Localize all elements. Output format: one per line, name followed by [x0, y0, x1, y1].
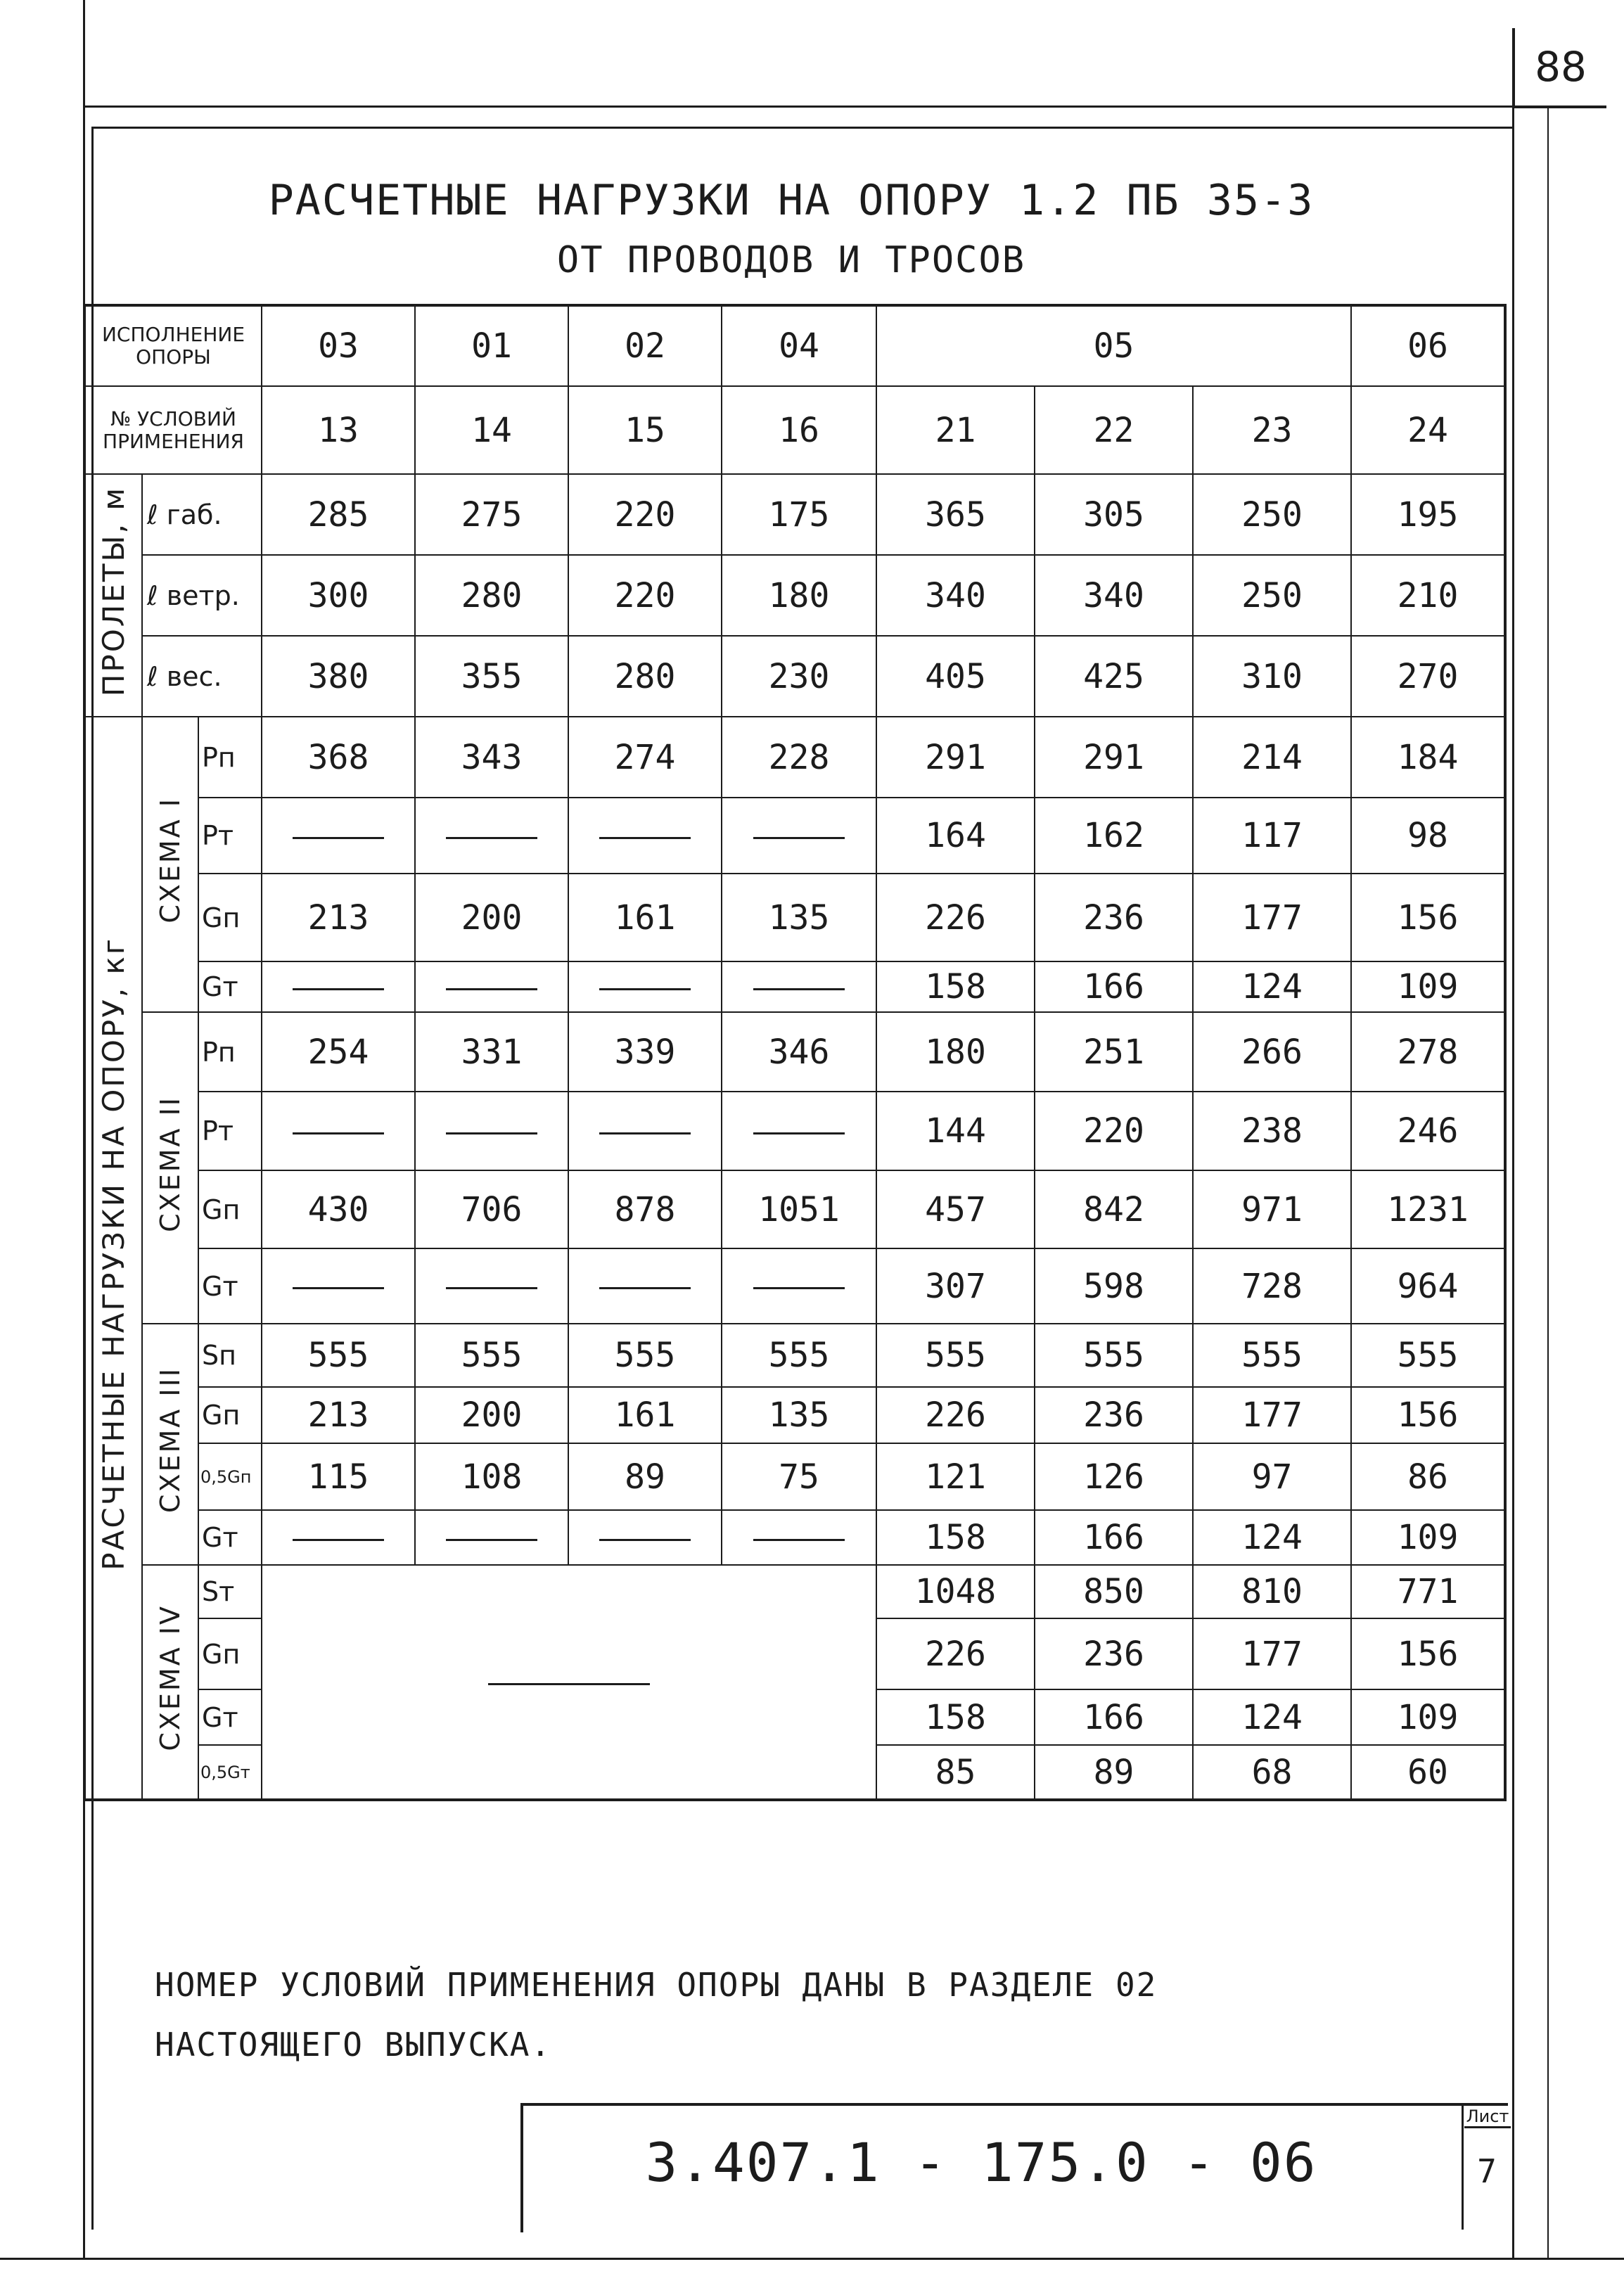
dash-cell — [262, 798, 415, 874]
value-cell: 842 — [1035, 1170, 1193, 1248]
dash-cell — [568, 1092, 722, 1170]
load-symbol: Gт — [198, 1510, 262, 1565]
value-cell: 161 — [568, 874, 722, 961]
scheme3-label-text: СХЕМА III — [155, 1367, 186, 1514]
value-cell: 164 — [876, 798, 1035, 874]
scheme2-row — [84, 1248, 1505, 1324]
dash-mark — [599, 1539, 691, 1541]
condition-cell: 21 — [876, 386, 1035, 474]
value-cell: 86 — [1351, 1443, 1505, 1510]
value-cell: 210 — [1351, 555, 1505, 636]
dash-mark — [753, 1539, 845, 1541]
value-cell: 291 — [1035, 717, 1193, 798]
dash-cell — [415, 961, 568, 1012]
scheme4-row — [84, 1565, 1505, 1618]
value-cell: 340 — [876, 555, 1035, 636]
condition-cell: 13 — [262, 386, 415, 474]
dash-cell — [722, 961, 876, 1012]
frame-top-line — [83, 106, 1512, 108]
scheme1-row — [84, 874, 1505, 961]
value-cell: 310 — [1193, 636, 1351, 717]
condition-cell: 14 — [415, 386, 568, 474]
value-cell: 971 — [1193, 1170, 1351, 1248]
value-cell: 200 — [415, 874, 568, 961]
value-cell: 180 — [722, 555, 876, 636]
value-cell: 228 — [722, 717, 876, 798]
scheme2-row — [84, 1012, 1505, 1092]
condition-cell: 24 — [1351, 386, 1505, 474]
value-cell: 85 — [876, 1745, 1035, 1800]
value-cell: 236 — [1035, 1618, 1193, 1689]
execution-cell: 02 — [568, 305, 722, 386]
page-title: РАСЧЕТНЫЕ НАГРУЗКИ НА ОПОРУ 1.2 ПБ 35-3 — [268, 176, 1315, 225]
page-number: 88 — [1512, 28, 1606, 108]
value-cell: 226 — [876, 1387, 1035, 1443]
frame-right-line — [1512, 106, 1514, 2258]
value-cell: 230 — [722, 636, 876, 717]
value-cell: 98 — [1351, 798, 1505, 874]
value-cell: 180 — [876, 1012, 1035, 1092]
value-cell: 706 — [415, 1170, 568, 1248]
value-cell: 177 — [1193, 1618, 1351, 1689]
dash-mark — [446, 1132, 537, 1134]
dash-cell — [415, 1510, 568, 1565]
value-cell: 109 — [1351, 1510, 1505, 1565]
title-box-top-line — [91, 127, 1512, 129]
value-cell: 280 — [568, 636, 722, 717]
loads-group-text: РАСЧЕТНЫЕ НАГРУЗКИ НА ОПОРУ, кг — [96, 937, 131, 1571]
scheme1-label — [142, 717, 198, 1012]
dash-cell — [568, 798, 722, 874]
value-cell: 166 — [1035, 1689, 1193, 1745]
scheme3-label — [142, 1324, 198, 1565]
condition-cell: 23 — [1193, 386, 1351, 474]
dash-cell — [722, 1510, 876, 1565]
value-cell: 126 — [1035, 1443, 1193, 1510]
load-symbol: Gп — [198, 1170, 262, 1248]
sheet-number: 7 — [1477, 2152, 1498, 2190]
dash-cell — [262, 1092, 415, 1170]
dash-mark — [293, 988, 384, 990]
scheme1-label-text: СХЕМА I — [155, 797, 186, 923]
value-cell: 964 — [1351, 1248, 1505, 1324]
scheme2-row — [84, 1170, 1505, 1248]
value-cell: 226 — [876, 1618, 1035, 1689]
loads-table — [83, 304, 1507, 1801]
execution-cell: 03 — [262, 305, 415, 386]
value-cell: 220 — [1035, 1092, 1193, 1170]
value-cell: 285 — [262, 474, 415, 555]
value-cell: 368 — [262, 717, 415, 798]
value-cell: 339 — [568, 1012, 722, 1092]
dash-mark — [599, 988, 691, 990]
value-cell: 117 — [1193, 798, 1351, 874]
load-symbol: Gп — [198, 874, 262, 961]
header-execution-label: ИСПОЛНЕНИЕ ОПОРЫ — [84, 305, 262, 386]
value-cell: 555 — [722, 1324, 876, 1387]
spans-group-label — [84, 474, 142, 717]
value-cell: 425 — [1035, 636, 1193, 717]
load-symbol: 0,5Gт — [198, 1745, 262, 1800]
dash-cell — [262, 961, 415, 1012]
frame-right-outer-line — [1547, 106, 1549, 2258]
dash-cell — [568, 1248, 722, 1324]
value-cell: 220 — [568, 555, 722, 636]
value-cell: 156 — [1351, 1387, 1505, 1443]
value-cell: 555 — [1351, 1324, 1505, 1387]
value-cell: 158 — [876, 1510, 1035, 1565]
scheme3-row — [84, 1387, 1505, 1443]
value-cell: 270 — [1351, 636, 1505, 717]
dash-cell — [415, 1092, 568, 1170]
value-cell: 89 — [1035, 1745, 1193, 1800]
dash-mark — [753, 988, 845, 990]
value-cell: 1231 — [1351, 1170, 1505, 1248]
execution-cell: 04 — [722, 305, 876, 386]
scheme4-label-text: СХЕМА IV — [155, 1604, 186, 1751]
value-cell: 555 — [1193, 1324, 1351, 1387]
value-cell: 166 — [1035, 961, 1193, 1012]
spans-row — [84, 555, 1505, 636]
value-cell: 275 — [415, 474, 568, 555]
condition-cell: 22 — [1035, 386, 1193, 474]
load-symbol: Sт — [198, 1565, 262, 1618]
dash-cell — [722, 1248, 876, 1324]
value-cell: 380 — [262, 636, 415, 717]
value-cell: 728 — [1193, 1248, 1351, 1324]
value-cell: 108 — [415, 1443, 568, 1510]
scheme3-row — [84, 1324, 1505, 1387]
value-cell: 246 — [1351, 1092, 1505, 1170]
value-cell: 184 — [1351, 717, 1505, 798]
note-line-1: НОМЕР УСЛОВИЙ ПРИМЕНЕНИЯ ОПОРЫ ДАНЫ В РАЗДЕЛЕ 02 — [155, 1966, 1158, 2004]
value-cell: 555 — [876, 1324, 1035, 1387]
execution-cell: 05 — [876, 305, 1351, 386]
value-cell: 124 — [1193, 1510, 1351, 1565]
note-line-2: НАСТОЯЩЕГО ВЫПУСКА. — [155, 2026, 552, 2064]
value-cell: 251 — [1035, 1012, 1193, 1092]
header-conditions-label: № УСЛОВИЙ ПРИМЕНЕНИЯ — [84, 386, 262, 474]
dash-mark — [446, 837, 537, 839]
value-cell: 60 — [1351, 1745, 1505, 1800]
dash-cell — [262, 1248, 415, 1324]
value-cell: 121 — [876, 1443, 1035, 1510]
value-cell: 305 — [1035, 474, 1193, 555]
value-cell: 109 — [1351, 1689, 1505, 1745]
scheme4-label — [142, 1565, 198, 1800]
dash-cell — [568, 961, 722, 1012]
value-cell: 213 — [262, 874, 415, 961]
load-symbol: Sп — [198, 1324, 262, 1387]
scheme2-label-text: СХЕМА II — [155, 1095, 186, 1232]
dash-mark — [293, 837, 384, 839]
value-cell: 1051 — [722, 1170, 876, 1248]
load-symbol: Gп — [198, 1387, 262, 1443]
value-cell: 343 — [415, 717, 568, 798]
value-cell: 355 — [415, 636, 568, 717]
spans-group-text: ПРОЛЕТЫ, м — [96, 485, 131, 697]
dash-mark — [488, 1683, 650, 1685]
value-cell: 109 — [1351, 961, 1505, 1012]
value-cell: 200 — [415, 1387, 568, 1443]
value-cell: 346 — [722, 1012, 876, 1092]
value-cell: 300 — [262, 555, 415, 636]
spans-row — [84, 636, 1505, 717]
sheet-label: Лист — [1464, 2107, 1511, 2128]
load-symbol: Pт — [198, 1092, 262, 1170]
value-cell: 220 — [568, 474, 722, 555]
value-cell: 250 — [1193, 474, 1351, 555]
value-cell: 124 — [1193, 1689, 1351, 1745]
value-cell: 405 — [876, 636, 1035, 717]
value-cell: 250 — [1193, 555, 1351, 636]
dash-cell — [415, 1248, 568, 1324]
scheme3-row — [84, 1510, 1505, 1565]
value-cell: 177 — [1193, 874, 1351, 961]
value-cell: 266 — [1193, 1012, 1351, 1092]
condition-cell: 16 — [722, 386, 876, 474]
dash-cell — [415, 798, 568, 874]
value-cell: 214 — [1193, 717, 1351, 798]
dash-mark — [293, 1132, 384, 1134]
value-cell: 278 — [1351, 1012, 1505, 1092]
condition-cell: 15 — [568, 386, 722, 474]
load-symbol: Pп — [198, 717, 262, 798]
dash-mark — [753, 837, 845, 839]
value-cell: 555 — [262, 1324, 415, 1387]
page-subtitle: ОТ ПРОВОДОВ И ТРОСОВ — [556, 239, 1026, 281]
value-cell: 850 — [1035, 1565, 1193, 1618]
dash-mark — [446, 988, 537, 990]
value-cell: 124 — [1193, 961, 1351, 1012]
scheme1-row — [84, 717, 1505, 798]
value-cell: 89 — [568, 1443, 722, 1510]
value-cell: 135 — [722, 874, 876, 961]
dash-cell — [262, 1510, 415, 1565]
load-symbol: Pт — [198, 798, 262, 874]
dash-cell — [722, 1092, 876, 1170]
scheme1-row — [84, 961, 1505, 1012]
value-cell: 144 — [876, 1092, 1035, 1170]
value-cell: 75 — [722, 1443, 876, 1510]
value-cell: 331 — [415, 1012, 568, 1092]
dash-mark — [446, 1539, 537, 1541]
spans-row — [84, 474, 1505, 555]
value-cell: 274 — [568, 717, 722, 798]
value-cell: 115 — [262, 1443, 415, 1510]
dash-mark — [599, 837, 691, 839]
scheme2-label — [142, 1012, 198, 1324]
dash-mark — [753, 1132, 845, 1134]
value-cell: 430 — [262, 1170, 415, 1248]
dash-mark — [599, 1132, 691, 1134]
value-cell: 238 — [1193, 1092, 1351, 1170]
span-symbol: ℓ ветр. — [142, 555, 262, 636]
value-cell: 236 — [1035, 1387, 1193, 1443]
value-cell: 457 — [876, 1170, 1035, 1248]
value-cell: 878 — [568, 1170, 722, 1248]
value-cell: 161 — [568, 1387, 722, 1443]
span-symbol: ℓ габ. — [142, 474, 262, 555]
header-row-executions — [84, 305, 1505, 386]
value-cell: 177 — [1193, 1387, 1351, 1443]
value-cell: 771 — [1351, 1565, 1505, 1618]
value-cell: 555 — [415, 1324, 568, 1387]
load-symbol: Gт — [198, 1689, 262, 1745]
load-symbol: 0,5Gп — [198, 1443, 262, 1510]
empty-merged-cell — [262, 1565, 876, 1800]
header-row-conditions — [84, 386, 1505, 474]
dash-mark — [293, 1539, 384, 1541]
scheme3-row — [84, 1443, 1505, 1510]
value-cell: 307 — [876, 1248, 1035, 1324]
execution-cell: 01 — [415, 305, 568, 386]
value-cell: 158 — [876, 1689, 1035, 1745]
value-cell: 810 — [1193, 1565, 1351, 1618]
value-cell: 1048 — [876, 1565, 1035, 1618]
load-symbol: Gт — [198, 1248, 262, 1324]
value-cell: 162 — [1035, 798, 1193, 874]
dash-mark — [753, 1287, 845, 1289]
dash-mark — [446, 1287, 537, 1289]
frame-bottom-line — [0, 2258, 1624, 2260]
dash-cell — [568, 1510, 722, 1565]
value-cell: 68 — [1193, 1745, 1351, 1800]
load-symbol: Gт — [198, 961, 262, 1012]
value-cell: 166 — [1035, 1510, 1193, 1565]
value-cell: 254 — [262, 1012, 415, 1092]
value-cell: 280 — [415, 555, 568, 636]
value-cell: 135 — [722, 1387, 876, 1443]
loads-group-label — [84, 717, 142, 1800]
span-symbol: ℓ вес. — [142, 636, 262, 717]
value-cell: 236 — [1035, 874, 1193, 961]
value-cell: 340 — [1035, 555, 1193, 636]
execution-cell: 06 — [1351, 305, 1505, 386]
value-cell: 175 — [722, 474, 876, 555]
value-cell: 555 — [1035, 1324, 1193, 1387]
value-cell: 365 — [876, 474, 1035, 555]
value-cell: 226 — [876, 874, 1035, 961]
dash-mark — [599, 1287, 691, 1289]
value-cell: 213 — [262, 1387, 415, 1443]
value-cell: 195 — [1351, 474, 1505, 555]
dash-cell — [722, 798, 876, 874]
document-code: 3.407.1 - 175.0 - 06 — [645, 2131, 1317, 2194]
scheme2-row — [84, 1092, 1505, 1170]
value-cell: 555 — [568, 1324, 722, 1387]
value-cell: 158 — [876, 961, 1035, 1012]
scheme1-row — [84, 798, 1505, 874]
load-symbol: Gп — [198, 1618, 262, 1689]
value-cell: 156 — [1351, 874, 1505, 961]
dash-mark — [293, 1287, 384, 1289]
value-cell: 291 — [876, 717, 1035, 798]
load-symbol: Pп — [198, 1012, 262, 1092]
value-cell: 156 — [1351, 1618, 1505, 1689]
value-cell: 598 — [1035, 1248, 1193, 1324]
value-cell: 97 — [1193, 1443, 1351, 1510]
